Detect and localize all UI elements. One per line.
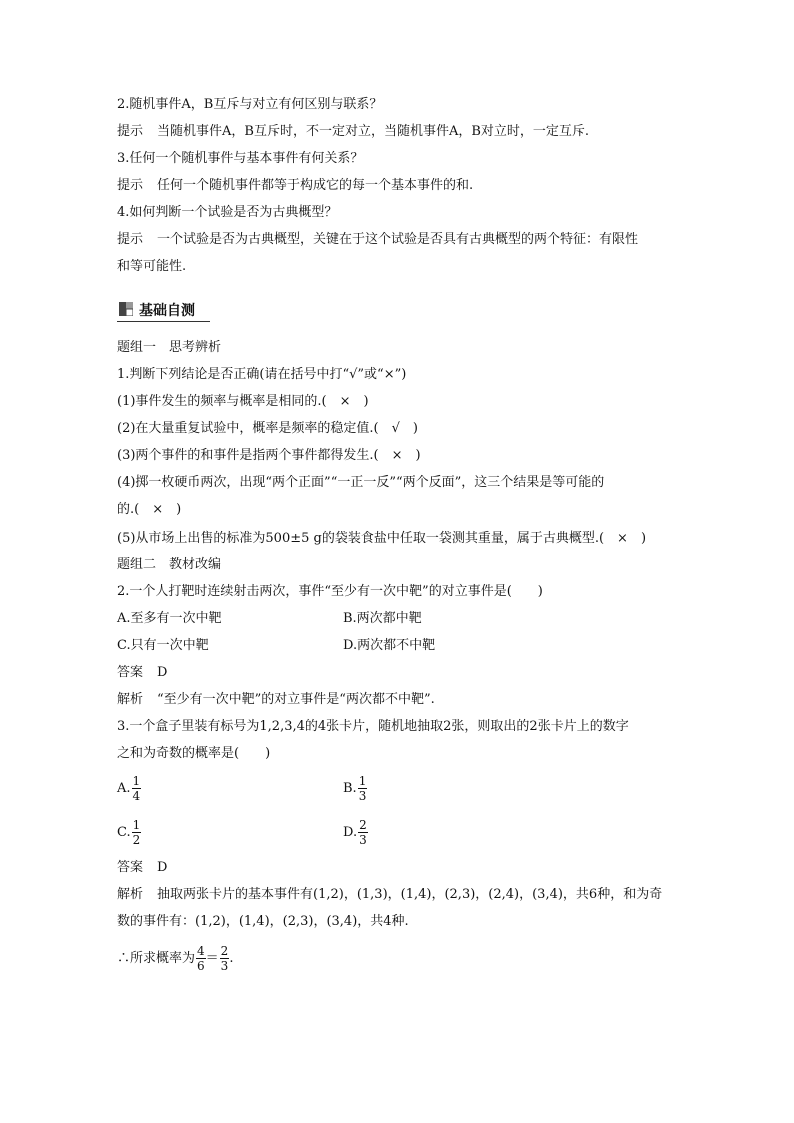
q3-analysis xyxy=(117,886,662,904)
answer-value: D xyxy=(157,665,168,680)
q3-answer xyxy=(117,859,167,877)
section-underline xyxy=(117,321,210,322)
hint-label: 提示 xyxy=(117,124,144,139)
section-square-icon xyxy=(119,302,133,316)
fraction xyxy=(132,774,142,803)
denominator: 3 xyxy=(220,959,229,973)
denominator: 3 xyxy=(359,833,367,847)
equals-sign: ＝ xyxy=(205,951,219,966)
section-header xyxy=(117,298,210,322)
group-2-title: 题组二 教材改编 xyxy=(117,557,222,572)
fraction xyxy=(358,774,368,803)
hint-text: 一个试验是否为古典概型，关键在于这个试验是否具有古典概型的两个特征：有限性 xyxy=(157,232,639,247)
option-d: D.两次都不中靶 xyxy=(343,638,436,653)
group-2-question-2: 2.一个人打靶时连续射击两次，事件“至少有一次中靶”的对立事件是( ) xyxy=(117,584,543,599)
option-b: B.两次都中靶 xyxy=(343,611,422,626)
answer-label: 答案 xyxy=(117,665,144,680)
question-3-hint xyxy=(117,177,473,195)
option-label: B. xyxy=(343,781,357,796)
judge-item-2: (2)在大量重复试验中，概率是频率的稳定值.( √ ) xyxy=(117,421,418,436)
analysis-text: 抽取两张卡片的基本事件有(1,2)，(1,3)，(1,4)，(2,3)，(2,4)，(3,4)，共6种，和为奇 xyxy=(157,887,663,902)
q3-conclusion xyxy=(117,944,233,973)
option-a: A.至多有一次中靶 xyxy=(117,611,222,626)
judge-item-4-continued: 的.( × ) xyxy=(117,502,182,517)
judge-item-1: (1)事件发生的频率与概率是相同的.( × ) xyxy=(117,394,369,409)
analysis-text: “至少有一次中靶”的对立事件是“两次都不中靶”. xyxy=(157,692,435,707)
q3-option-a xyxy=(117,774,141,803)
denominator: 3 xyxy=(358,789,367,803)
section-title: 基础自测 xyxy=(139,303,195,319)
group-2-question-3-continued: 之和为奇数的概率是( ) xyxy=(117,746,271,761)
q3-option-b xyxy=(343,774,367,803)
answer-value: D xyxy=(157,860,168,875)
hint-text: 任何一个随机事件都等于构成它的每一个基本事件的和. xyxy=(157,178,474,193)
option-label: A. xyxy=(117,781,131,796)
numerator: 1 xyxy=(358,774,367,788)
numerator: 4 xyxy=(197,944,205,958)
question-4-hint xyxy=(117,231,638,249)
option-label: C. xyxy=(117,825,131,840)
question-4: 4.如何判断一个试验是否为古典概型？ xyxy=(117,205,338,220)
numerator: 2 xyxy=(359,818,367,832)
numerator: 2 xyxy=(220,944,229,958)
denominator: 2 xyxy=(132,833,141,847)
analysis-label: 解析 xyxy=(117,692,144,707)
q2-answer xyxy=(117,664,167,682)
conclusion-suffix: . xyxy=(229,951,234,966)
option-c: C.只有一次中靶 xyxy=(117,638,209,653)
q3-option-d xyxy=(343,818,368,847)
group-1-title: 题组一 思考辨析 xyxy=(117,340,222,355)
answer-label: 答案 xyxy=(117,860,144,875)
denominator: 6 xyxy=(197,959,205,973)
judge-item-4: (4)掷一枚硬币两次，出现“两个正面”“一正一反”“两个反面”，这三个结果是等可能的 xyxy=(117,475,605,490)
numerator: 1 xyxy=(132,774,141,788)
q3-analysis-continued: 数的事件有：(1,2)，(1,4)，(2,3)，(3,4)，共4种. xyxy=(117,914,409,929)
conclusion-prefix: ∴所求概率为 xyxy=(117,951,196,966)
fraction xyxy=(358,818,368,847)
question-2-hint xyxy=(117,123,589,141)
question-4-hint-continued: 和等可能性. xyxy=(117,259,187,274)
fraction xyxy=(220,944,230,973)
question-2: 2.随机事件A，B互斥与对立有何区别与联系？ xyxy=(117,97,383,112)
group-1-question-1: 1.判断下列结论是否正确(请在括号中打“√”或“×”) xyxy=(117,367,407,382)
hint-label: 提示 xyxy=(117,232,144,247)
fraction xyxy=(132,818,142,847)
numerator: 1 xyxy=(132,818,141,832)
option-label: D. xyxy=(343,825,358,840)
analysis-label: 解析 xyxy=(117,887,144,902)
judge-item-5: (5)从市场上出售的标准为500±5 g的袋装食盐中任取一袋测其重量，属于古典概型.( × ) xyxy=(117,531,647,546)
q3-option-c xyxy=(117,818,141,847)
question-3: 3.任何一个随机事件与基本事件有何关系？ xyxy=(117,151,364,166)
denominator: 4 xyxy=(132,789,141,803)
group-2-question-3: 3.一个盒子里装有标号为1,2,3,4的4张卡片，随机地抽取2张，则取出的2张卡片上的数字 xyxy=(117,719,629,734)
q2-analysis xyxy=(117,691,435,709)
hint-text: 当随机事件A，B互斥时，不一定对立，当随机事件A，B对立时，一定互斥. xyxy=(157,124,590,139)
fraction xyxy=(196,944,206,973)
judge-item-3: (3)两个事件的和事件是指两个事件都得发生.( × ) xyxy=(117,448,421,463)
hint-label: 提示 xyxy=(117,178,144,193)
